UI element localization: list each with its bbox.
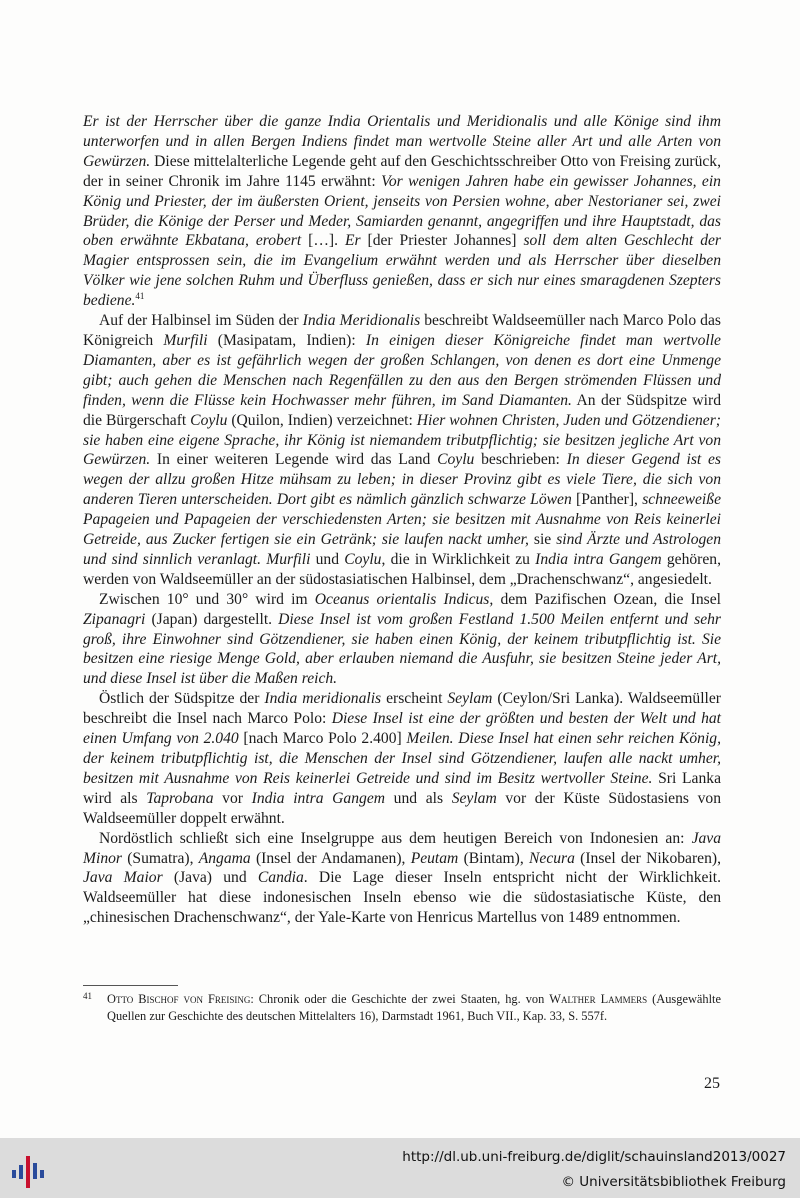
italic-text: Java Minor	[83, 829, 721, 867]
text-run: (Java) und	[162, 869, 258, 887]
footnote-author: Otto Bischof von Freising	[107, 992, 251, 1006]
paragraph	[83, 689, 721, 828]
italic-text: Angama	[198, 849, 251, 867]
italic-text: Er	[344, 232, 361, 250]
footer-bar	[0, 1138, 800, 1198]
text-run: , die in Wirklichkeit zu	[381, 550, 536, 568]
italic-text: Coylu	[344, 550, 382, 568]
text-run: Zwischen 10° und 30° wird im	[99, 590, 315, 608]
page-number: 25	[704, 1075, 720, 1092]
italic-text: Taprobana	[146, 789, 214, 807]
italic-text: India meridionalis	[264, 690, 382, 708]
italic-text: In einigen dieser Königreiche findet man wertvolle Diamanten, aber es ist gefährlich wegen der großen Schlangen, von denen es dort eine Unmenge gibt; auch gehen die Menschen nach Regenfällen zu den aus den Bergen strömenden Flüssen und finden, wenn die Flüsse kein Hochwasser mehr führen, im Sand Diamanten.	[83, 331, 721, 409]
italic-text: Seylam	[447, 690, 493, 708]
text-run: und als	[385, 789, 452, 807]
footnote-number: 41	[83, 991, 92, 1001]
paragraph	[83, 590, 721, 690]
italic-text: Zipanagri	[83, 610, 146, 628]
text-run: Auf der Halbinsel im Süden der	[99, 312, 303, 330]
italic-text: Hier wohnen Christen, Juden und Götzendiener; sie haben eine eigene Sprache, ihr König ist niemandem tributpflichtig; sie besitzen jegliche Art von Gewürzen.	[83, 411, 721, 469]
text-run: gehören, werden von Waldseemüller an der südostasiatischen Halbinsel, dem „Drachenschwanz“, angesiedelt.	[83, 550, 721, 588]
italic-text: Seylam	[451, 789, 497, 807]
source-url-link[interactable]: http://dl.ub.uni-freiburg.de/diglit/schauinsland2013/0027	[402, 1149, 786, 1165]
italic-text: Meilen. Diese Insel hat einen sehr reichen König, der keinem tributpflichtig ist, die Menschen der Insel sind Götzendiener, laufen alle nackt umher, besitzen mit Ausnahme von Reis keinerlei Getreide und sind im Besitz wertvoller Steine.	[83, 730, 721, 787]
text-run: [Panther],	[571, 491, 643, 509]
italic-text: In dieser Gegend ist es wegen der allzu großen Hitze mühsam zu leben; in dieser Provinz gibt es viele Tiere, die sich von anderen Tieren unterscheiden. Dort gibt es nämlich gänzlich schwarze Löwen	[83, 451, 721, 509]
italic-text: India intra Gangem	[251, 789, 386, 807]
body-text	[83, 112, 721, 928]
italic-text: India Meridionalis	[302, 312, 421, 330]
italic-text: Coylu	[190, 411, 228, 429]
footnote-part1: : Chronik oder die Geschichte der zwei Staaten, hg. von	[250, 992, 550, 1006]
text-run: (Sumatra),	[121, 849, 199, 867]
text-run: (Bintam),	[458, 849, 530, 867]
paragraph	[83, 829, 721, 929]
italic-text: Diese Insel ist eine der größten und besten der Welt und hat einen Umfang von 2.040	[83, 710, 721, 748]
text-run: (Masipatam, Indien):	[207, 331, 366, 349]
italic-text: Diese Insel ist vom großen Festland 1.500 Meilen entfernt und sehr groß, ihre Einwohner sind Götzendiener, sie haben einen König, der keinem tributpflichtig ist. Sie besitzen eine riesige Menge Gold, aber erlauben niemand die Ausfuhr, sie besitzen Steine jeder Art, und diese Insel ist über die Maßen reich.	[83, 610, 721, 688]
italic-text: soll dem alten Geschlecht der Magier entsprossen sein, die im Evangelium erwähnt werden und als Herrscher über dieselben Völker wie jene solchen Ruhm und Überfluss genießen, dass er sich nur eines smaragdenen Szepters bediene.	[83, 232, 721, 310]
italic-text: Vor wenigen Jahren habe ein gewisser Johannes, ein König und Priester, der im äußersten Orient, jenseits von Persien wohne, aber Nestorianer sei, zwei Brüder, die Könige der Perser und Meder, Samiarden genannt, angegriffen und ihre Hauptstadt, das oben erwähnte Ekbatana, erobert	[83, 172, 721, 250]
text-run: Diese mittelalterliche Legende geht auf den Geschichtsschreiber Otto von Freising zurück, der in seiner Chronik im Jahre 1145 erwähnt:	[83, 152, 721, 190]
text-run: erscheint	[381, 690, 448, 708]
italic-text: Coylu	[437, 451, 475, 469]
text-run: (Quilon, Indien) verzeichnet:	[227, 411, 417, 429]
text-run: . Die Lage dieser Inseln entspricht nicht der Wirklichkeit. Waldseemüller hat diese indonesischen Inseln ebenso wie die südostasiatische Küste, den „chinesischen Drachenschwanz“, der Yale-Karte von Henricus Martellus von 1489 entnommen.	[83, 869, 721, 927]
footnote	[83, 991, 721, 1025]
italic-text: sind Ärzte und Astrologen und sind sinnlich veranlagt. Murfili	[83, 531, 722, 568]
text-run: vor der Küste Südostasiens von Waldseemüller doppelt erwähnt.	[83, 789, 722, 827]
italic-text: Oceanus orientalis Indicus,	[314, 590, 494, 608]
text-run: beschrieben:	[474, 451, 567, 469]
italic-text: India intra Gangem	[535, 550, 662, 568]
text-run: (Insel der Nikobaren),	[574, 849, 721, 867]
italic-text: Peutam	[410, 849, 459, 867]
italic-text: Murfili	[163, 331, 208, 349]
text-run: (Ceylon/Sri Lanka). Waldseemüller beschreibt die Insel nach Marco Polo:	[83, 690, 721, 728]
text-run: (Japan) dargestellt.	[145, 610, 279, 628]
text-run: und	[310, 550, 345, 568]
text-run: In einer weiteren Legende wird das Land	[150, 451, 438, 469]
italic-text: Candia	[257, 869, 304, 887]
text-run: [nach Marco Polo 2.400]	[238, 730, 407, 748]
text-run: dem Pazifischen Ozean, die Insel	[493, 590, 721, 608]
paragraph	[83, 311, 721, 590]
text-run: vor	[213, 789, 252, 807]
italic-text: Java Maior	[83, 869, 163, 887]
text-run: beschreibt Waldseemüller nach Marco Polo das Königreich	[83, 312, 721, 349]
text-run: [der Priester Johannes]	[360, 232, 524, 250]
text-run: […].	[301, 232, 345, 250]
text-run: Sri Lanka wird als	[83, 769, 721, 807]
footnote-editor: Walther Lammers	[549, 992, 648, 1006]
footnote-rule	[83, 985, 178, 986]
copyright-text: © Universitätsbibliothek Freiburg	[561, 1174, 786, 1190]
ub-freiburg-logo-icon	[10, 1148, 52, 1192]
italic-text: Er ist der Herrscher über die ganze India Orientalis und Meridionalis und alle Könige sind ihm unterworfen und in allen Bergen Indiens findet man wertvolle Steine aller Art und alle Arten von Gewürzen.	[83, 113, 721, 170]
footnote-part2: (Ausgewählte Quellen zur Geschichte des deutschen Mittelalters 16), Darmstadt 1961, Buch VII., Kap. 33, S. 557f.	[107, 992, 721, 1023]
text-run: An der Südspitze wird die Bürgerschaft	[83, 391, 721, 429]
text-run: (Insel der Andamanen),	[250, 849, 411, 867]
footnote-text	[107, 991, 721, 1025]
text-run: sie	[528, 531, 557, 549]
italic-text: Necura	[529, 849, 575, 867]
text-run: Östlich der Südspitze der	[99, 690, 265, 708]
paragraph	[83, 112, 721, 311]
italic-text: schneeweiße Papageien und Papageien der verschiedensten Arten; sie besitzen mit Ausnahme von Reis keinerlei Getreide, aus Zucker fertigen sie ein Getränk; sie laufen nackt umher,	[83, 491, 721, 549]
text-run: Nordöstlich schließt sich eine Inselgruppe aus dem heutigen Bereich von Indonesien an:	[99, 829, 692, 847]
footnote-ref: 41	[135, 290, 145, 301]
